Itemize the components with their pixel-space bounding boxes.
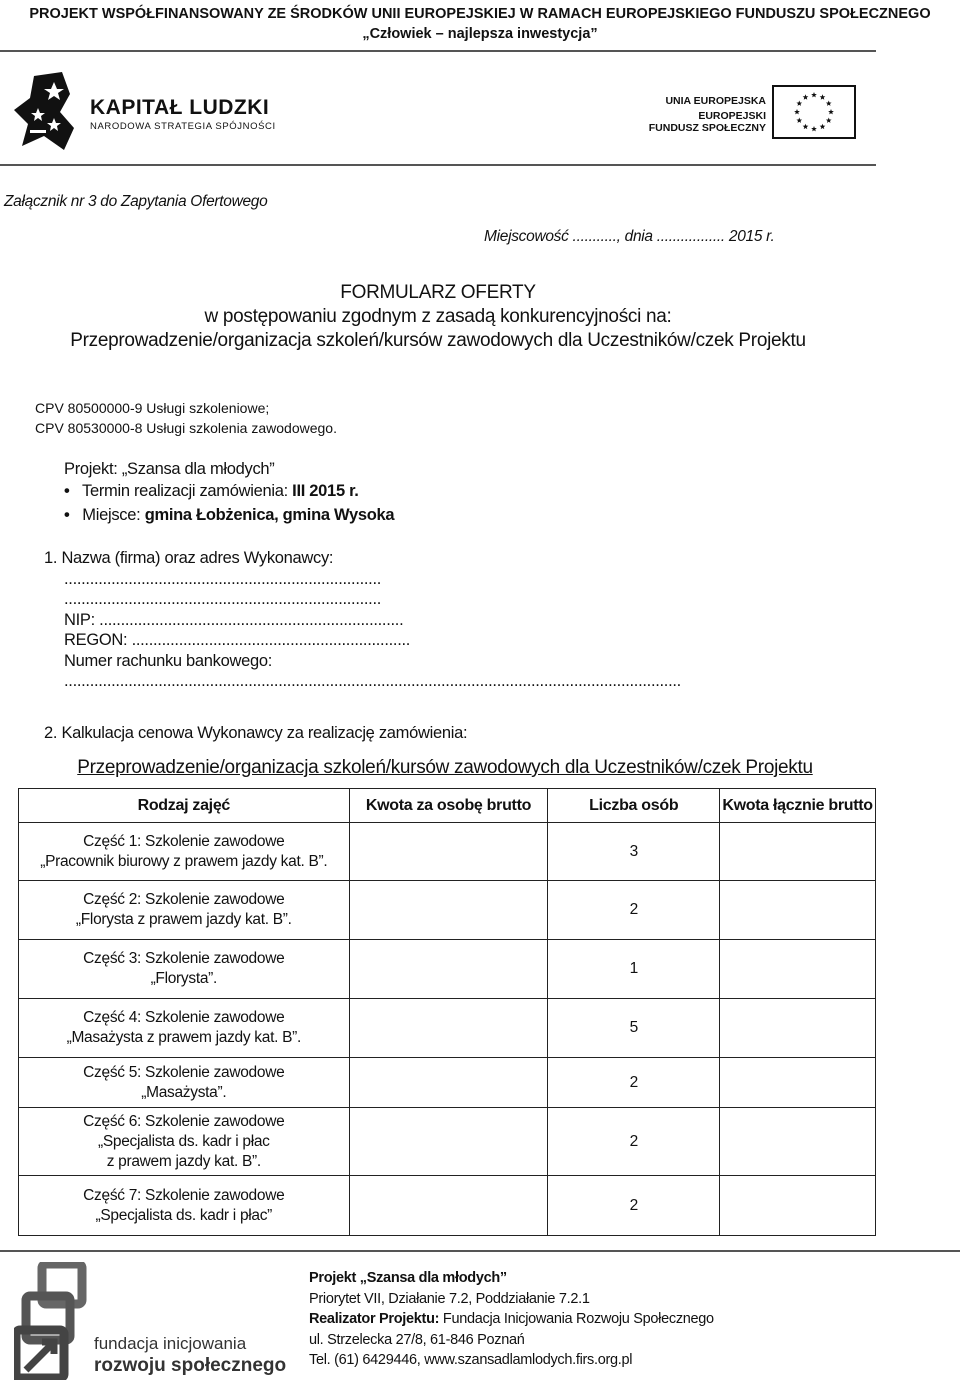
part-description bbox=[19, 999, 350, 1058]
people-count-cell: 2 bbox=[548, 1058, 720, 1108]
people-count-cell: 2 bbox=[548, 881, 720, 940]
price-per-person-cell[interactable] bbox=[349, 1058, 548, 1108]
place-date: Miejscowość ..........., dnia ................. 2015 r. bbox=[484, 228, 775, 245]
project-name-label: Projekt: bbox=[64, 460, 118, 478]
contractor-dots-2[interactable]: .......................................................................... bbox=[64, 590, 382, 608]
part-description-line: Część 6: Szkolenie zawodowe bbox=[83, 1112, 285, 1130]
place-label: Miejsce: bbox=[82, 506, 141, 524]
total-cell[interactable] bbox=[720, 940, 876, 999]
footer-realizer bbox=[309, 1309, 714, 1330]
cofinancing-header bbox=[0, 4, 960, 44]
table-header-row bbox=[19, 789, 876, 823]
table-row bbox=[19, 999, 876, 1058]
place-value: gmina Łobżenica, gmina Wysoka bbox=[144, 506, 395, 524]
people-count-cell: 5 bbox=[548, 999, 720, 1058]
people-count-cell: 2 bbox=[548, 1108, 720, 1176]
firs-logo bbox=[14, 1262, 287, 1382]
price-per-person-cell[interactable] bbox=[349, 881, 548, 940]
part-description bbox=[19, 940, 350, 999]
part-description-line: z prawem jazdy kat. B”. bbox=[106, 1152, 261, 1170]
part-description bbox=[19, 1058, 350, 1108]
part-description-line: Część 4: Szkolenie zawodowe bbox=[83, 1009, 285, 1026]
footer-realizer-value: Fundacja Inicjowania Rozwoju Społecznego bbox=[442, 1311, 714, 1327]
part-description-line: Część 1: Szkolenie zawodowe bbox=[83, 832, 285, 850]
section-2-title: 2. Kalkulacja cenowa Wykonawcy za realizację zamówienia: bbox=[44, 724, 468, 742]
firs-emblem-icon bbox=[14, 1262, 92, 1380]
total-cell[interactable] bbox=[720, 1058, 876, 1108]
motto: „Człowiek – najlepsza inwestycja” bbox=[362, 26, 598, 42]
header-price-per-person: Kwota za osobę brutto bbox=[349, 789, 548, 823]
total-cell[interactable] bbox=[720, 823, 876, 881]
table-row bbox=[19, 1058, 876, 1108]
total-cell[interactable] bbox=[720, 1108, 876, 1176]
part-description-line: „Pracownik biurowy z prawem jazdy kat. B”. bbox=[40, 852, 328, 870]
project-name-value: „Szansa dla młodych” bbox=[121, 460, 275, 478]
part-description bbox=[19, 881, 350, 940]
table-row bbox=[19, 1176, 876, 1236]
section-1 bbox=[44, 548, 744, 692]
part-description bbox=[19, 823, 350, 881]
regon-field[interactable]: REGON: ................................................................. bbox=[64, 631, 411, 649]
part-description-line: Część 3: Szkolenie zawodowe bbox=[83, 950, 285, 967]
part-description-line: „Masażysta z prawem jazdy kat. B”. bbox=[66, 1029, 302, 1046]
price-calculation-table bbox=[18, 788, 876, 1236]
total-cell[interactable] bbox=[720, 881, 876, 940]
table-row bbox=[19, 940, 876, 999]
form-title bbox=[0, 281, 876, 353]
footer-address: ul. Strzelecka 27/8, 61-846 Poznań bbox=[309, 1331, 525, 1348]
footer-project: Projekt „Szansa dla młodych” bbox=[309, 1270, 507, 1286]
form-title-main: FORMULARZ OFERTY bbox=[340, 282, 536, 303]
section-1-title: 1. Nazwa (firma) oraz adres Wykonawcy: bbox=[44, 549, 334, 567]
header-people-count: Liczba osób bbox=[548, 789, 720, 823]
part-description-line: „Masażysta”. bbox=[141, 1083, 227, 1101]
price-per-person-cell[interactable] bbox=[349, 940, 548, 999]
kapital-ludzki-title: KAPITAŁ LUDZKI bbox=[90, 96, 270, 119]
table-row bbox=[19, 1108, 876, 1176]
cpv-codes bbox=[35, 398, 337, 438]
cpv-line-2: CPV 80530000-8 Usługi szkolenia zawodowego. bbox=[35, 420, 337, 436]
project-name bbox=[64, 458, 394, 480]
people-count-cell: 2 bbox=[548, 1176, 720, 1236]
form-title-sub: w postępowaniu zgodnym z zasadą konkurencyjności na: bbox=[204, 306, 672, 327]
people-count-cell: 3 bbox=[548, 823, 720, 881]
footer-contact: Tel. (61) 6429446, www.szansadlamlodych.firs.org.pl bbox=[309, 1352, 633, 1368]
price-per-person-cell[interactable] bbox=[349, 1108, 548, 1176]
account-label: Numer rachunku bankowego: bbox=[64, 651, 273, 670]
annex-label: Załącznik nr 3 do Zapytania Ofertowego bbox=[4, 193, 268, 210]
eu-flag-icon bbox=[772, 85, 856, 139]
kapital-ludzki-emblem-icon bbox=[14, 72, 84, 150]
cofinancing-line: PROJEKT WSPÓŁFINANSOWANY ZE ŚRODKÓW UNII EUROPEJSKIEJ W RAMACH EUROPEJSKIEGO FUNDUSZU SPOŁECZNEGO bbox=[29, 6, 931, 22]
project-info bbox=[64, 458, 394, 526]
header-bottom-rule bbox=[0, 164, 876, 166]
account-field[interactable]: ................................................................................................................................................ bbox=[64, 672, 681, 690]
cpv-line-1: CPV 80500000-9 Usługi szkoleniowe; bbox=[35, 400, 270, 416]
total-cell[interactable] bbox=[720, 999, 876, 1058]
part-description-line: Część 2: Szkolenie zawodowe bbox=[83, 891, 285, 908]
term-label: Termin realizacji zamówienia: bbox=[82, 482, 288, 500]
part-description-line: „Florysta”. bbox=[150, 970, 218, 987]
part-description-line: Część 7: Szkolenie zawodowe bbox=[83, 1186, 285, 1204]
footer-realizer-label: Realizator Projektu: bbox=[309, 1311, 440, 1327]
section-2-subtitle: Przeprowadzenie/organizacja szkoleń/kursów zawodowych dla Uczestników/czek Projektu bbox=[77, 757, 813, 778]
header-top-rule bbox=[0, 50, 876, 52]
part-description bbox=[19, 1176, 350, 1236]
part-description-line: „Specjalista ds. kadr i płac” bbox=[95, 1206, 273, 1224]
price-per-person-cell[interactable] bbox=[349, 823, 548, 881]
part-description-line: Część 5: Szkolenie zawodowe bbox=[83, 1063, 285, 1081]
part-description-line: „Florysta z prawem jazdy kat. B”. bbox=[75, 911, 292, 928]
kapital-ludzki-logo bbox=[14, 72, 274, 152]
table-row bbox=[19, 823, 876, 881]
footer-rule bbox=[0, 1250, 960, 1252]
price-per-person-cell[interactable] bbox=[349, 999, 548, 1058]
people-count-cell: 1 bbox=[548, 940, 720, 999]
term-item bbox=[64, 480, 394, 502]
part-description bbox=[19, 1108, 350, 1176]
eu-line2: EUROPEJSKI bbox=[698, 110, 766, 122]
firs-logo-line1: fundacja inicjowania bbox=[94, 1334, 247, 1353]
nip-field[interactable]: NIP: ....................................................................... bbox=[64, 610, 404, 629]
term-value: III 2015 r. bbox=[292, 482, 359, 500]
footer-info bbox=[309, 1268, 714, 1371]
table-row bbox=[19, 881, 876, 940]
eu-logo-text bbox=[640, 95, 766, 134]
price-per-person-cell[interactable] bbox=[349, 1176, 548, 1236]
part-description-line: „Specjalista ds. kadr i płac bbox=[97, 1132, 270, 1150]
total-cell[interactable] bbox=[720, 1176, 876, 1236]
footer-priority: Priorytet VII, Działanie 7.2, Poddziałanie 7.2.1 bbox=[309, 1290, 590, 1307]
eu-line1: UNIA EUROPEJSKA bbox=[665, 95, 766, 107]
contractor-dots-1[interactable]: .......................................................................... bbox=[64, 569, 382, 588]
header-type: Rodzaj zajęć bbox=[19, 789, 350, 823]
place-item bbox=[64, 504, 394, 526]
firs-logo-line2: rozwoju społecznego bbox=[94, 1355, 287, 1376]
kapital-ludzki-subtitle: NARODOWA STRATEGIA SPÓJNOŚCI bbox=[90, 121, 276, 132]
header-total: Kwota łącznie brutto bbox=[720, 789, 876, 823]
eu-line3: FUNDUSZ SPOŁECZNY bbox=[648, 122, 766, 134]
form-title-subject: Przeprowadzenie/organizacja szkoleń/kursów zawodowych dla Uczestników/czek Projektu bbox=[70, 330, 806, 351]
